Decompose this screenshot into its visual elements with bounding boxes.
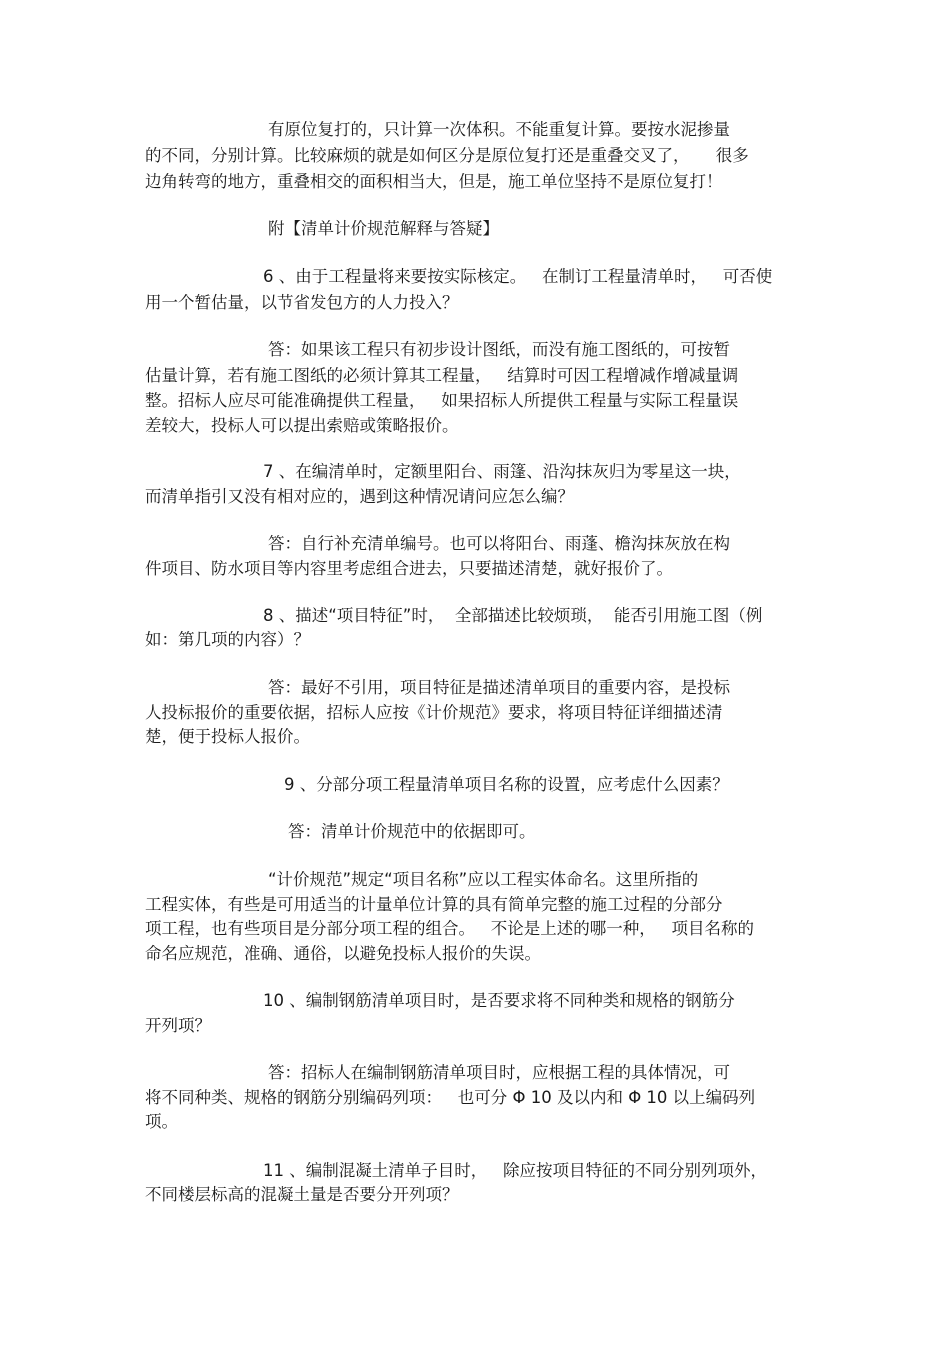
answer-line: 估量计算，若有施工图纸的必须计算其工程量， 结算时可因工程增减作增减量调	[145, 366, 739, 385]
question-line: 而清单指引又没有相对应的，遇到这种情况请问应怎么编？	[145, 487, 574, 506]
question-line: 用一个暂估量，以节省发包方的人力投入？	[145, 293, 459, 312]
question-line: 10 、编制钢筋清单项目时，是否要求将不同种类和规格的钢筋分	[263, 991, 735, 1010]
question-line: 7 、在编清单时，定额里阳台、雨篷、沿沟抹灰归为零星这一块，	[263, 462, 741, 481]
text-line: 命名应规范，准确、通俗，以避免投标人报价的失误。	[145, 944, 541, 963]
question-line: 不同楼层标高的混凝土量是否要分开列项？	[145, 1185, 459, 1204]
text-line: 边角转弯的地方，重叠相交的面积相当大，但是，施工单位坚持不是原位复打！	[145, 172, 723, 191]
answer-line: 项。	[145, 1112, 178, 1131]
question-line: 11 、编制混凝土清单子目时， 除应按项目特征的不同分别列项外，	[263, 1161, 767, 1180]
answer-line: 答：最好不引用，项目特征是描述清单项目的重要内容，是投标	[268, 678, 730, 697]
text-line: “计价规范”规定“项目名称”应以工程实体命名。这里所指的	[268, 870, 699, 889]
question-line: 如：第几项的内容）？	[145, 630, 310, 649]
answer-line: 答：招标人在编制钢筋清单项目时，应根据工程的具体情况，可	[268, 1063, 730, 1082]
answer-line: 楚，便于投标人报价。	[145, 727, 310, 746]
question-line: 开列项？	[145, 1016, 211, 1035]
text-line: 有原位复打的，只计算一次体积。不能重复计算。要按水泥掺量	[268, 120, 730, 139]
answer-line: 答：清单计价规范中的依据即可。	[288, 822, 536, 841]
answer-line: 差较大，投标人可以提出索赔或策略报价。	[145, 416, 459, 435]
question-line: 9 、分部分项工程量清单项目名称的设置，应考虑什么因素？	[284, 775, 729, 794]
answer-line: 整。招标人应尽可能准确提供工程量， 如果招标人所提供工程量与实际工程量误	[145, 391, 739, 410]
text-line: 的不同，分别计算。比较麻烦的就是如何区分是原位复打还是重叠交叉了， 很多	[145, 146, 749, 165]
answer-line: 件项目、防水项目等内容里考虑组合进去，只要描述清楚，就好报价了。	[145, 559, 673, 578]
answer-line: 将不同种类、规格的钢筋分别编码列项： 也可分 Φ 10 及以内和 Φ 10 以上编码列	[145, 1088, 756, 1107]
question-line: 6 、由于工程量将来要按实际核定。 在制订工程量清单时， 可否使	[263, 267, 773, 286]
section-heading: 附【清单计价规范解释与答疑】	[268, 219, 499, 238]
answer-line: 答：如果该工程只有初步设计图纸，而没有施工图纸的，可按暂	[268, 340, 730, 359]
text-line: 工程实体，有些是可用适当的计量单位计算的具有简单完整的施工过程的分部分	[145, 895, 723, 914]
question-line: 8 、描述“项目特征”时， 全部描述比较烦琐， 能否引用施工图（例	[263, 606, 763, 625]
answer-line: 人投标报价的重要依据，招标人应按《计价规范》要求，将项目特征详细描述清	[145, 703, 723, 722]
answer-line: 答：自行补充清单编号。也可以将阳台、雨蓬、檐沟抹灰放在构	[268, 534, 730, 553]
text-line: 项工程，也有些项目是分部分项工程的组合。 不论是上述的哪一种， 项目名称的	[145, 919, 754, 938]
